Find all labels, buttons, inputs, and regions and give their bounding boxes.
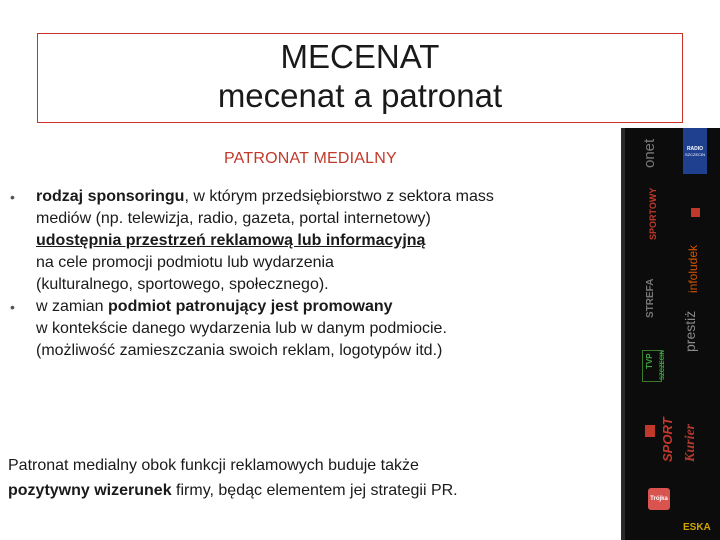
tvp-logo — [642, 350, 662, 382]
slide-title: MECENAT — [280, 38, 440, 75]
tvp-sport-badge — [645, 425, 655, 437]
strefa-logo: STREFA — [645, 278, 656, 318]
sportowy-logo: SPORTOWY — [648, 187, 658, 240]
text: (kulturalnego, sportowego, społecznego). — [36, 276, 329, 293]
radio-szczecin-logo — [683, 128, 707, 174]
highlight: udostępnia przestrzeń reklamową lub informacyjną — [36, 232, 426, 249]
kurier-logo: Kurier — [683, 423, 698, 462]
trojka-logo — [648, 488, 670, 510]
text: (możliwość zamieszczania swoich reklam, logotypów itd.) — [36, 342, 443, 359]
list-item — [8, 296, 616, 362]
sport-logo: SPORT — [660, 417, 675, 462]
tvp-sub-label: SZCZECIN — [660, 350, 666, 380]
trojka-label: Trójka — [650, 496, 668, 502]
infoludek-logo: infoludek — [686, 244, 700, 293]
text: Patronat medialny obok funkcji reklamowych buduje także — [8, 457, 419, 474]
eska-logo: ESKA — [683, 522, 711, 533]
text: , w którym przedsiębiorstwo z sektora mass — [184, 188, 494, 205]
prestiz-logo: prestiż — [682, 310, 698, 352]
text: firmy, będąc elementem jej strategii PR. — [171, 482, 458, 499]
radio-label: RADIO — [686, 145, 704, 152]
highlight: podmiot patronujący jest promowany — [108, 298, 393, 315]
bullet-list — [8, 186, 616, 362]
text: w zamian — [36, 298, 109, 315]
logo-strip — [621, 128, 720, 540]
radio-sub-label: SZCZECIN — [685, 151, 705, 157]
onet-logo: onet — [641, 138, 658, 168]
text: w kontekście danego wydarzenia lub w danym podmiocie. — [36, 320, 447, 337]
highlight: pozytywny wizerunek — [8, 482, 172, 499]
section-heading: PATRONAT MEDIALNY — [224, 150, 397, 167]
slide-subtitle: mecenat a patronat — [217, 77, 503, 114]
strip-divider — [621, 128, 625, 540]
term: rodzaj sponsoringu — [36, 188, 185, 205]
tvp-label: TVP — [645, 353, 654, 369]
list-item — [8, 186, 616, 296]
title-box — [37, 33, 683, 123]
bullet-icon: • — [10, 299, 15, 315]
closing-paragraph — [8, 453, 608, 503]
red-icon — [691, 208, 700, 217]
text: mediów (np. telewizja, radio, gazeta, portal internetowy) — [36, 210, 431, 227]
bullet-icon: • — [10, 189, 15, 205]
text: na cele promocji podmiotu lub wydarzenia — [36, 254, 334, 271]
